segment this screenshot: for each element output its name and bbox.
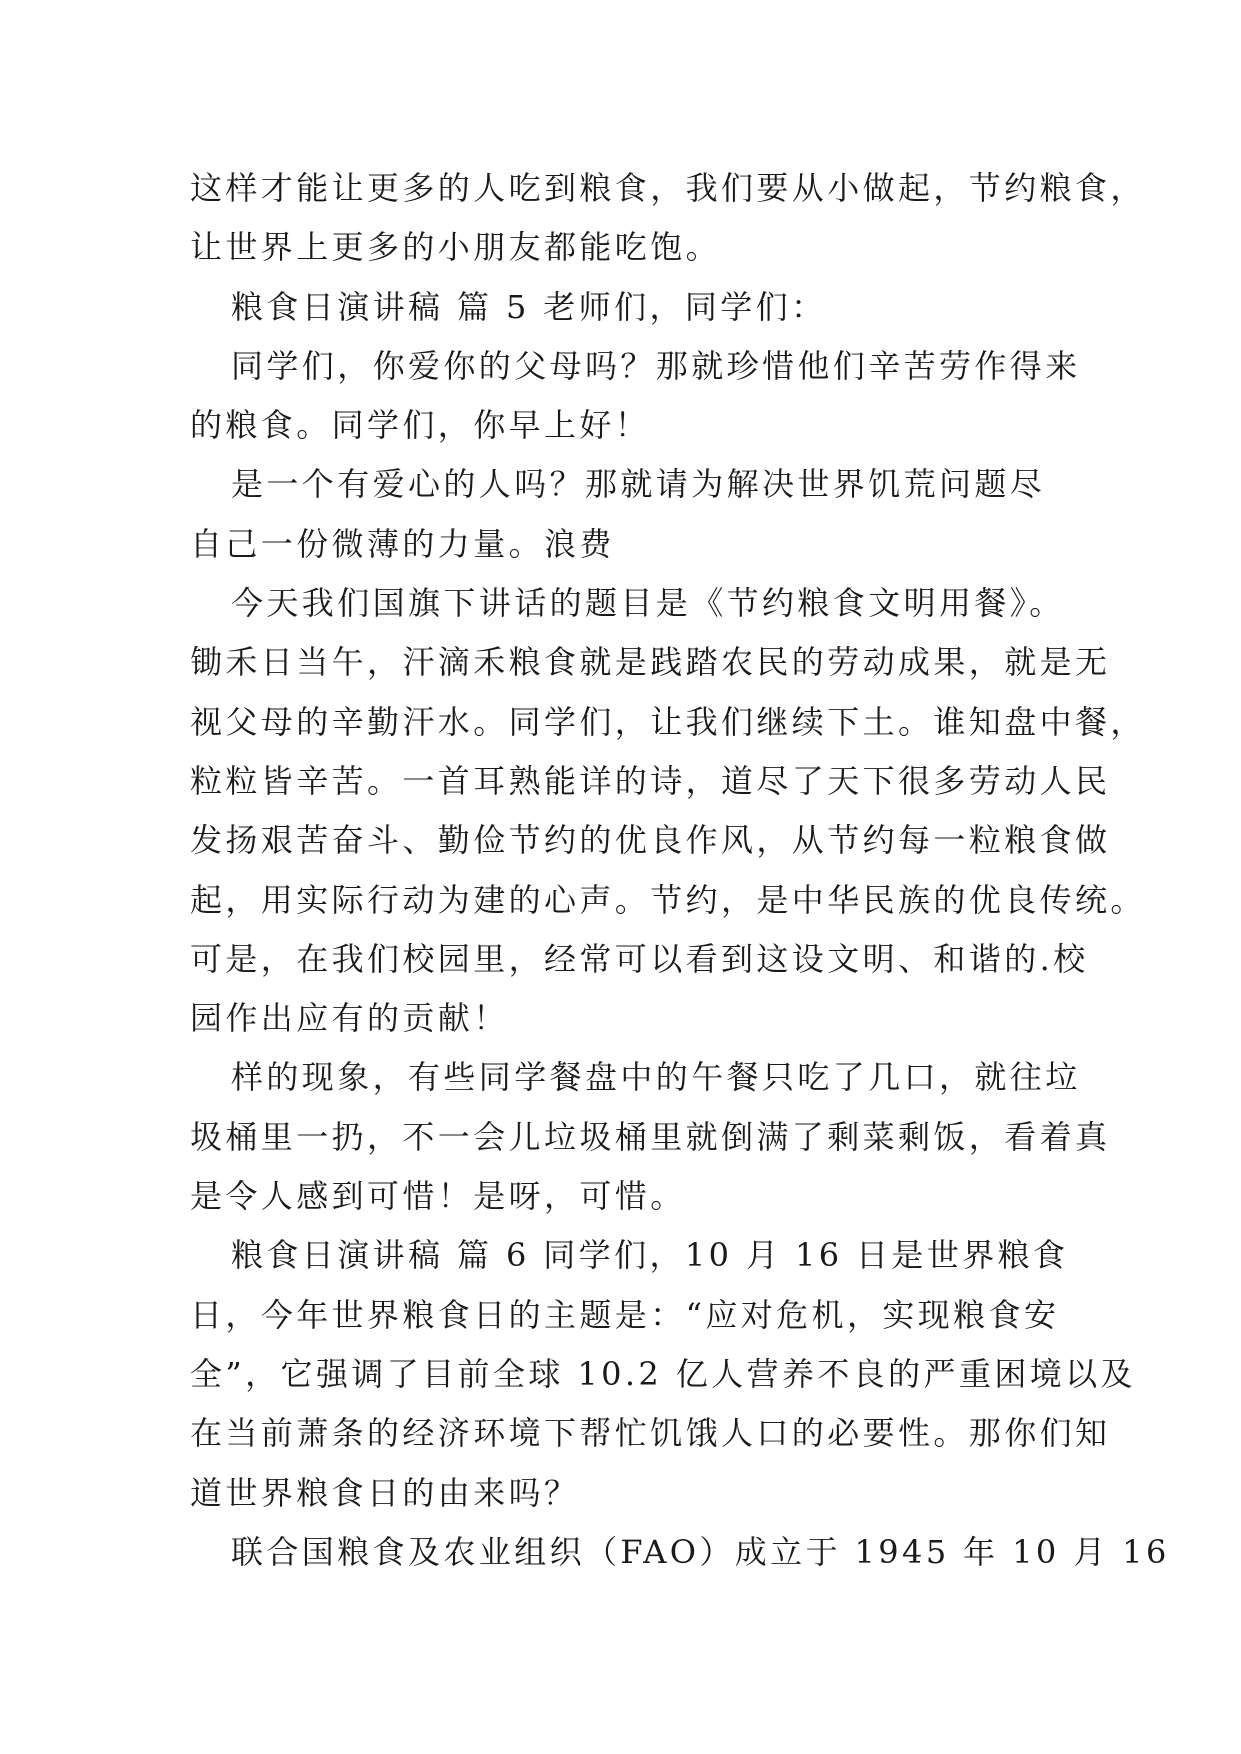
text-line: 是令人感到可惜！是呀，可惜。 (190, 1177, 686, 1216)
text-line: 样的现象，有些同学餐盘中的午餐只吃了几口，就往垃 (231, 1058, 1081, 1097)
text-line: 让世界上更多的小朋友都能吃饱。 (190, 228, 722, 267)
paragraph (190, 1048, 1111, 1226)
text-line: 圾桶里一扔，不一会儿垃圾桶里就倒满了剩菜剩饭，看着真 (190, 1117, 1111, 1156)
paragraph (190, 159, 1146, 278)
text-line: 日，今年世界粮食日的主题是：“应对危机，实现粮食安 (190, 1295, 1060, 1334)
text-line: 粒粒皆辛苦。一首耳熟能详的诗，道尽了天下很多劳动人民 (190, 761, 1111, 800)
text-line: 的粮食。同学们，你早上好！ (190, 406, 651, 445)
text-line: 全”，它强调了目前全球 10.2 亿人营养不良的严重困境以及 (190, 1354, 1136, 1393)
text-line: 起，用实际行动为建的心声。节约，是中华民族的优良传统。 (190, 880, 1146, 919)
text-line: 今天我们国旗下讲话的题目是《节约粮食文明用餐》。 (231, 584, 1065, 623)
paragraph (190, 1523, 1170, 1582)
text-line: 道世界粮食日的由来吗？ (190, 1473, 580, 1512)
text-line: 这样才能让更多的人吃到粮食，我们要从小做起，节约粮食， (190, 169, 1146, 207)
text-line: 锄禾日当午，汗滴禾粮食就是践踏农民的劳动成果，就是无 (190, 643, 1111, 682)
paragraph (190, 337, 1081, 456)
text-line: 园作出应有的贡献！ (190, 999, 509, 1038)
paragraph (190, 1226, 1136, 1522)
paragraph (190, 278, 1052, 337)
text-line: 发扬艰苦奋斗、勤俭节约的优良作风，从节约每一粒粮食做 (190, 821, 1111, 860)
paragraph (190, 574, 1146, 1048)
text-line: 粮食日演讲稿 篇 6 同学们，10 月 16 日是世界粮食 (231, 1236, 1069, 1275)
text-line: 在当前萧条的经济环境下帮忙饥饿人口的必要性。那你们知 (190, 1414, 1111, 1453)
text-line: 联合国粮食及农业组织（FAO）成立于 1945 年 10 月 16 (231, 1532, 1170, 1571)
text-line: 自己一份微薄的力量。浪费 (190, 524, 615, 563)
text-line: 同学们，你爱你的父母吗？那就珍惜他们辛苦劳作得来 (231, 346, 1081, 385)
document-body (190, 159, 1170, 1582)
text-line: 可是，在我们校园里，经常可以看到这设文明、和谐的.校 (190, 939, 1089, 978)
text-line: 粮食日演讲稿 篇 5 老师们，同学们： (231, 287, 827, 326)
text-line: 视父母的辛勤汗水。同学们，让我们继续下土。谁知盘中餐， (190, 702, 1146, 741)
paragraph (190, 455, 1052, 574)
text-line: 是一个有爱心的人吗？那就请为解决世界饥荒问题尽 (231, 465, 1046, 504)
